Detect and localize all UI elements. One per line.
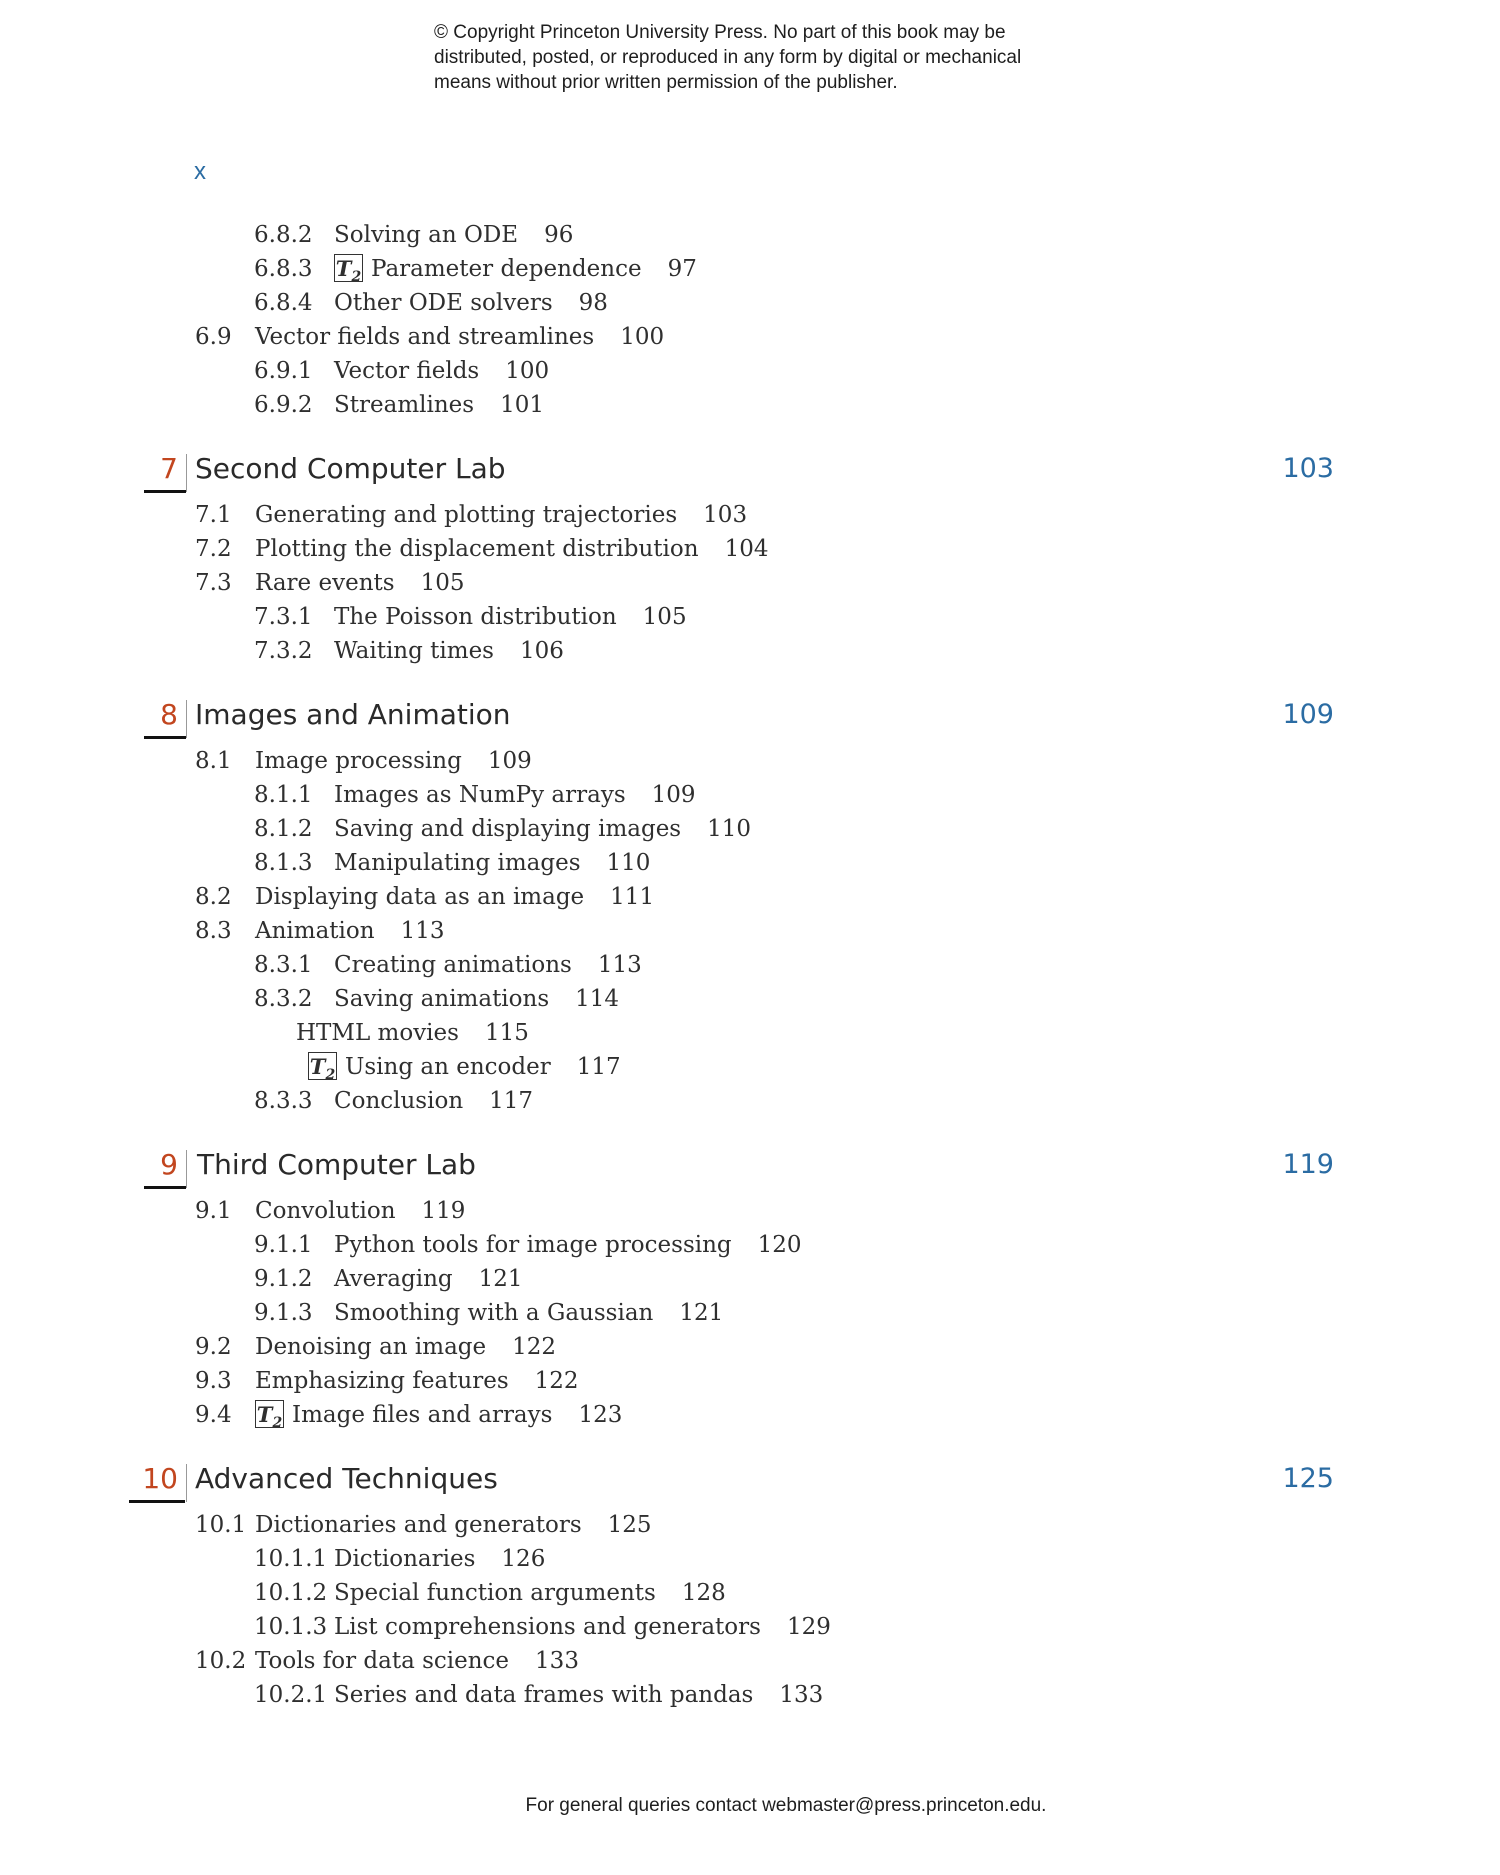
toc-entry-title: Rare events [255,570,395,596]
toc-entry-title: Generating and plotting trajectories [255,502,678,528]
toc-entry-number: 6.9 [195,324,232,350]
toc-entry-number: 6.9.2 [254,392,313,418]
toc-entry[interactable] [195,534,768,564]
toc-entry[interactable] [254,984,619,1014]
toc-entry-page: 119 [421,1198,466,1224]
toc-entry-title: Using an encoder [345,1054,551,1080]
toc-entry[interactable] [254,390,544,420]
toc-entry-number: 8.1 [195,748,232,774]
toc-entry-page: 113 [400,918,445,944]
toc-entry-title: Denoising an image [255,1334,487,1360]
chapter-title[interactable]: Third Computer Lab [197,1148,476,1181]
toc-entry-title: The Poisson distribution [334,604,617,630]
chapter-title[interactable]: Advanced Techniques [195,1462,498,1495]
toc-entry-number: 7.1 [195,502,232,528]
copyright-line: © Copyright Princeton University Press. No part of this book may be [434,22,1006,43]
toc-entry-number: 6.8.2 [254,222,313,248]
toc-entry-number: 6.8.3 [254,256,313,282]
toc-entry-page: 126 [501,1546,546,1572]
t2-advanced-icon: $T_2$ [335,256,362,286]
toc-entry-page: 100 [620,324,665,350]
toc-entry-number: 9.4 [195,1402,232,1428]
toc-entry-page: 109 [487,748,532,774]
toc-entry[interactable] [254,814,751,844]
toc-entry-title: Other ODE solvers [334,290,553,316]
toc-entry-page: 114 [575,986,620,1012]
toc-entry[interactable] [195,1400,622,1430]
chapter-number: 8 [160,698,178,731]
toc-entry[interactable] [195,1510,652,1540]
toc-entry-page: 133 [535,1648,579,1674]
chapter-underline [144,736,186,739]
toc-entry-number: 8.1.1 [254,782,313,808]
toc-entry[interactable] [254,356,549,386]
toc-entry-page: 117 [576,1054,621,1080]
toc-entry-page: 121 [478,1266,523,1292]
toc-entry-number: 8.2 [195,884,232,910]
chapter-divider [186,1464,187,1502]
toc-entry-title: Solving an ODE [334,222,519,248]
toc-entry-title: HTML movies [296,1020,459,1046]
toc-entry-title: Conclusion [334,1088,464,1114]
toc-entry-title: Averaging [334,1266,453,1292]
toc-entry-title: Manipulating images [334,850,581,876]
chapter-page: 103 [1282,453,1334,484]
toc-entry-title: Dictionaries and generators [255,1512,582,1538]
toc-entry-number: 10.1.2 [254,1580,328,1606]
toc-entry[interactable] [195,1366,579,1396]
copyright-line: means without prior written permission of the publisher. [434,72,898,93]
toc-entry[interactable] [195,746,532,776]
toc-entry-number: 8.3 [195,918,232,944]
toc-entry-number: 10.2 [195,1648,247,1674]
toc-entry[interactable] [254,636,564,666]
toc-entry-number: 8.1.3 [254,850,313,876]
toc-entry-title: List comprehensions and generators [334,1614,761,1640]
toc-entry-number: 9.1.1 [254,1232,313,1258]
toc-entry-title: Animation [255,918,375,944]
toc-entry-page: 109 [651,782,696,808]
toc-entry[interactable] [254,220,573,250]
toc-entry-title: Series and data frames with pandas [334,1682,754,1708]
toc-entry[interactable] [308,1052,621,1082]
toc-entry-page: 98 [578,290,608,316]
toc-entry-number: 8.3.3 [254,1088,313,1114]
toc-entry-page: 125 [607,1512,652,1538]
toc-entry[interactable] [254,288,608,318]
chapter-number: 10 [142,1462,178,1495]
toc-entry-number: 9.1.3 [254,1300,313,1326]
toc-entry[interactable] [254,1544,545,1574]
toc-entry[interactable] [254,780,696,810]
toc-entry-page: 101 [500,392,544,418]
toc-entry-title: Image processing [255,748,462,774]
toc-entry[interactable] [195,916,444,946]
toc-entry[interactable] [195,322,664,352]
toc-entry-title: Python tools for image processing [334,1232,732,1258]
toc-entry[interactable] [195,1646,579,1676]
copyright-line: distributed, posted, or reproduced in any form by digital or mechanical [434,47,1022,68]
chapter-underline [144,1186,186,1189]
toc-entry-title: Saving and displaying images [334,816,682,842]
toc-entry[interactable] [254,602,687,632]
toc-entry-title: Dictionaries [334,1546,476,1572]
toc-entry[interactable] [254,1612,831,1642]
toc-entry[interactable] [296,1018,529,1048]
toc-entry-number: 7.3 [195,570,232,596]
toc-entry-number: 8.3.2 [254,986,313,1012]
toc-entry-number: 9.2 [195,1334,232,1360]
toc-entry-page: 122 [534,1368,579,1394]
toc-entry-number: 6.9.1 [254,358,313,384]
chapter-divider [186,1150,187,1188]
toc-entry[interactable] [254,1264,523,1294]
toc-entry-title: Saving animations [334,986,550,1012]
toc-entry-title: Images as NumPy arrays [334,782,626,808]
chapter-page: 119 [1282,1149,1334,1180]
toc-entry[interactable] [254,1086,533,1116]
toc-entry-page: 104 [724,536,769,562]
toc-entry[interactable] [195,500,747,530]
chapter-page: 109 [1282,699,1334,730]
toc-entry[interactable] [254,1578,726,1608]
toc-entry-title: Image files and arrays [292,1402,553,1428]
toc-entry-title: Vector fields [334,358,480,384]
toc-entry-title: Vector fields and streamlines [255,324,595,350]
toc-entry-page: 110 [606,850,651,876]
toc-entry-title: Smoothing with a Gaussian [334,1300,654,1326]
chapter-title[interactable]: Images and Animation [195,698,511,731]
t2-advanced-icon: $T_2$ [256,1402,283,1432]
toc-entry-page: 105 [642,604,687,630]
toc-entry-number: 6.8.4 [254,290,313,316]
toc-entry-number: 8.3.1 [254,952,313,978]
toc-entry-page: 117 [489,1088,534,1114]
toc-entry[interactable] [254,848,650,878]
toc-entry-title: Emphasizing features [255,1368,509,1394]
chapter-underline [129,1500,185,1503]
toc-entry-page: 110 [707,816,752,842]
page-number: x [194,158,206,185]
toc-entry-title: Waiting times [334,638,494,664]
toc-entry-page: 129 [786,1614,831,1640]
toc-entry-title: Parameter dependence [371,256,642,282]
toc-entry-number: 10.1 [195,1512,247,1538]
toc-entry[interactable] [254,1298,723,1328]
toc-entry-page: 97 [667,256,697,282]
toc-entry-number: 10.1.3 [254,1614,328,1640]
chapter-divider [186,700,187,738]
toc-entry-number: 9.1.2 [254,1266,313,1292]
chapter-title[interactable]: Second Computer Lab [195,452,506,485]
toc-entry-page: 113 [597,952,642,978]
toc-entry-title: Plotting the displacement distribution [255,536,699,562]
toc-entry[interactable] [254,950,642,980]
chapter-number: 9 [160,1148,178,1181]
chapter-page: 125 [1282,1463,1334,1494]
toc-entry-page: 103 [703,502,748,528]
toc-entry[interactable] [254,254,697,284]
t2-advanced-icon: $T_2$ [309,1054,336,1084]
toc-entry[interactable] [195,882,654,912]
toc-entry[interactable] [195,568,464,598]
toc-entry-title: Displaying data as an image [255,884,585,910]
toc-entry-page: 106 [519,638,564,664]
toc-entry-title: Creating animations [334,952,572,978]
toc-entry-title: Tools for data science [255,1648,510,1674]
toc-entry-page: 123 [578,1402,623,1428]
toc-entry-page: 96 [544,222,574,248]
toc-entry[interactable] [254,1230,802,1260]
toc-entry-number: 8.1.2 [254,816,313,842]
toc-entry-page: 128 [681,1580,726,1606]
toc-entry-page: 111 [610,884,655,910]
toc-entry-title: Special function arguments [334,1580,656,1606]
toc-entry-title: Convolution [255,1198,396,1224]
chapter-underline [144,490,186,493]
toc-entry-page: 105 [420,570,465,596]
footer-contact: For general queries contact webmaster@press.princeton.edu. [525,1795,1047,1816]
toc-entry-number: 9.3 [195,1368,232,1394]
toc-entry-page: 122 [512,1334,557,1360]
toc-entry-number: 7.2 [195,536,232,562]
chapter-number: 7 [160,452,178,485]
toc-entry-page: 121 [679,1300,724,1326]
chapter-divider [186,454,187,492]
toc-entry[interactable] [195,1196,465,1226]
toc-entry-page: 100 [505,358,550,384]
toc-entry-page: 120 [757,1232,802,1258]
toc-entry-page: 115 [484,1020,529,1046]
toc-entry-title: Streamlines [334,392,475,418]
toc-entry-page: 133 [779,1682,824,1708]
toc-entry-number: 7.3.2 [254,638,313,664]
copyright-notice [434,20,1114,95]
toc-entry-number: 10.2.1 [254,1682,328,1708]
toc-entry-number: 10.1.1 [254,1546,328,1572]
toc-entry[interactable] [254,1680,823,1710]
toc-entry-number: 7.3.1 [254,604,313,630]
toc-entry[interactable] [195,1332,556,1362]
toc-entry-number: 9.1 [195,1198,232,1224]
